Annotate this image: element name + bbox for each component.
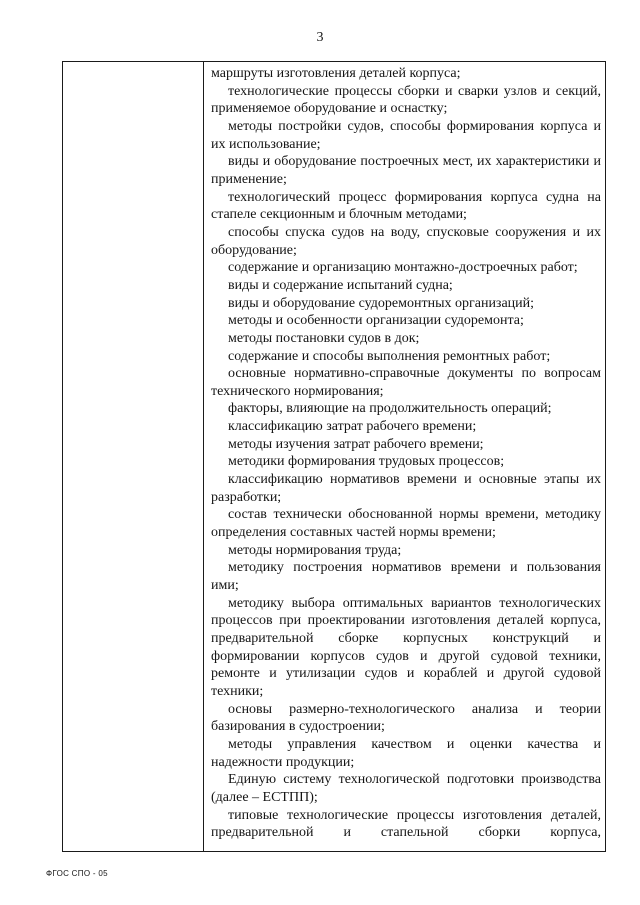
list-item: типовые технологические процессы изготовления деталей, предварительной и стапельной сборки корпуса, (211, 807, 601, 841)
list-item: методики формирования трудовых процессов; (228, 454, 505, 470)
list-item: методы и особенности организации судоремонта; (228, 313, 524, 329)
requirements-table (62, 61, 606, 852)
list-item: методы постройки судов, способы формирования корпуса и их использование; (211, 118, 601, 152)
list-item: технологические процессы сборки и сварки узлов и секций, применяемое оборудование и оснастку; (211, 83, 601, 117)
list-item: методы изучения затрат рабочего времени; (228, 436, 484, 452)
list-item: методы постановки судов в док; (228, 330, 420, 346)
list-item: классификацию затрат рабочего времени; (228, 419, 477, 435)
requirements-cell (211, 65, 601, 842)
list-item: виды и оборудование построечных мест, их характеристики и применение; (211, 154, 601, 187)
list-item: виды и оборудование судоремонтных организаций; (228, 295, 535, 311)
list-item: Единую систему технологической подготовки производства (далее – ЕСТПП); (211, 772, 601, 805)
page-number: 3 (316, 30, 324, 45)
list-item: содержание и организацию монтажно-достроечных работ; (228, 260, 578, 276)
list-item: основные нормативно-справочные документы по вопросам технического нормирования; (211, 366, 601, 399)
column-divider (203, 62, 204, 851)
list-item: основы размерно-технологического анализа и теории базирования в судостроении; (211, 701, 601, 735)
list-item: состав технически обоснованной нормы времени, методику определения составных частей нормы времени; (211, 507, 601, 541)
footer-mark: ФГОС СПО - 05 (46, 869, 108, 878)
list-item: факторы, влияющие на продолжительность операций; (228, 401, 552, 417)
list-item: классификацию нормативов времени и основные этапы их разработки; (211, 472, 601, 505)
list-item: способы спуска судов на воду, спусковые сооружения и их оборудование; (211, 224, 601, 258)
list-item: виды и содержание испытаний судна; (228, 277, 453, 293)
list-item: маршруты изготовления деталей корпуса; (211, 66, 461, 81)
list-item: методику построения нормативов времени и пользования ими; (211, 560, 601, 594)
list-item: методику выбора оптимальных вариантов технологических процессов при проектировании изготовления деталей корпуса, предварительной сборке корпусных конструкций и формировании корпусов судов и другой судовой техники, ремонте и утилизации судов и кораблей и другой судовой техники; (211, 595, 601, 699)
list-item: содержание и способы выполнения ремонтных работ; (228, 348, 551, 364)
list-item: методы управления качеством и оценки качества и надежности продукции; (211, 736, 601, 770)
list-item: технологический процесс формирования корпуса судна на стапеле секционным и блочным методами; (211, 189, 601, 223)
list-item: методы нормирования труда; (228, 542, 402, 558)
